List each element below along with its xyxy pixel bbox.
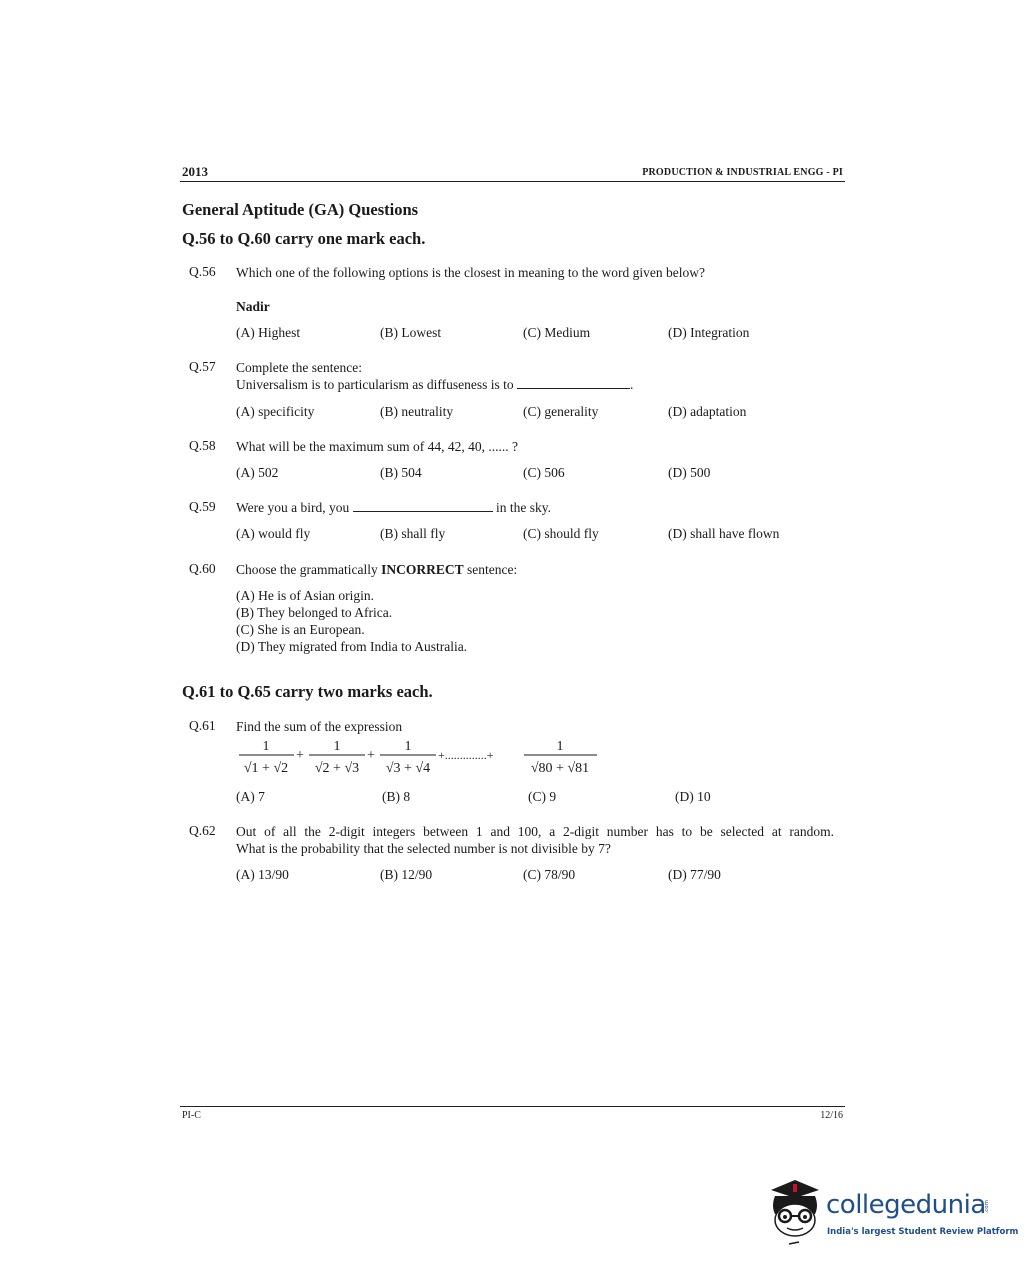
denominator: √1 + √2 [243, 761, 289, 776]
brand-name: collegedunia [826, 1190, 986, 1220]
question-emphasis: INCORRECT [381, 562, 464, 577]
plus-sign: + [296, 748, 304, 763]
option-a: (A) specificity [236, 404, 315, 419]
page-number: 12/16 [820, 1110, 843, 1121]
numerator: 1 [404, 739, 412, 754]
question-number: Q.57 [189, 359, 216, 374]
question-text: Were you a bird, you [236, 500, 350, 515]
question-text: What will be the maximum sum of 44, 42, 40, ...... ? [236, 439, 518, 454]
sum-expression [236, 734, 606, 782]
brand-domain: .com [984, 1200, 990, 1214]
option-c: (C) generality [523, 404, 599, 419]
question-text-line2 [236, 376, 633, 393]
numerator: 1 [333, 739, 341, 754]
question-text: Out of all the 2-digit integers between 1 and 100, a 2-digit number has to be selected at random. [236, 824, 834, 839]
paper-year: 2013 [182, 164, 208, 179]
question-word: Nadir [236, 299, 270, 314]
option-b: (B) 504 [380, 465, 422, 480]
question-text: in the sky. [496, 500, 552, 515]
numerator: 1 [262, 739, 270, 754]
option-d: (D) 77/90 [668, 867, 721, 882]
header-divider [180, 181, 845, 182]
one-mark-heading: Q.56 to Q.60 carry one mark each. [182, 229, 426, 248]
option-a: (A) would fly [236, 526, 311, 541]
question-text: Universalism is to particularism as diffuseness is to [236, 377, 514, 392]
plus-sign: + [367, 748, 375, 763]
question-number: Q.59 [189, 499, 216, 514]
option-a: (A) He is of Asian origin. [236, 588, 374, 603]
option-c: (C) 9 [528, 789, 557, 804]
question-number: Q.62 [189, 823, 216, 838]
question-text-line2: What is the probability that the selected number is not divisible by 7? [236, 841, 611, 856]
footer-divider [180, 1106, 845, 1107]
sentence-end: . [629, 377, 634, 392]
answer-blank [517, 376, 630, 389]
option-a: (A) Highest [236, 325, 301, 340]
option-b: (B) neutrality [380, 404, 454, 419]
answer-blank [353, 499, 493, 512]
option-c: (C) 78/90 [523, 867, 576, 882]
question-number: Q.61 [189, 718, 216, 733]
question-text: Find the sum of the expression [236, 719, 403, 734]
paper-title: PRODUCTION & INDUSTRIAL ENGG - PI [642, 167, 843, 178]
option-c: (C) Medium [523, 325, 591, 340]
question-text: sentence: [466, 562, 518, 577]
option-d: (D) adaptation [668, 404, 747, 419]
denominator: √2 + √3 [314, 761, 360, 776]
option-a: (A) 502 [236, 465, 279, 480]
option-d: (D) 10 [675, 789, 711, 804]
question-text: Choose the grammatically [236, 562, 378, 577]
option-c: (C) 506 [523, 465, 565, 480]
denominator: √3 + √4 [385, 761, 431, 776]
option-b: (B) 8 [382, 789, 411, 804]
question-number: Q.60 [189, 561, 216, 576]
question-text-line [236, 499, 551, 516]
option-d: (D) Integration [668, 325, 750, 340]
question-number: Q.56 [189, 264, 216, 279]
numerator: 1 [556, 739, 564, 754]
option-b: (B) Lowest [380, 325, 442, 340]
denominator: √80 + √81 [530, 761, 590, 776]
option-b: (B) They belonged to Africa. [236, 605, 393, 620]
option-b: (B) shall fly [380, 526, 446, 541]
question-text-line [236, 561, 517, 578]
question-text: Which one of the following options is the closest in meaning to the word given below? [236, 265, 706, 280]
two-marks-heading: Q.61 to Q.65 carry two marks each. [182, 682, 433, 701]
option-d: (D) They migrated from India to Australia. [236, 639, 468, 654]
brand-tagline: India's largest Student Review Platform [827, 1227, 1019, 1237]
option-b: (B) 12/90 [380, 867, 433, 882]
option-a: (A) 7 [236, 789, 265, 804]
mascot-logo-icon [765, 1176, 827, 1248]
paper-code: PI-C [182, 1110, 201, 1121]
option-a: (A) 13/90 [236, 867, 289, 882]
question-text: Complete the sentence: [236, 360, 362, 375]
section-title: General Aptitude (GA) Questions [182, 200, 419, 219]
option-d: (D) shall have flown [668, 526, 780, 541]
option-d: (D) 500 [668, 465, 711, 480]
option-c: (C) should fly [523, 526, 599, 541]
question-number: Q.58 [189, 438, 216, 453]
option-c: (C) She is an European. [236, 622, 365, 637]
ellipsis: +..............+ [438, 748, 494, 762]
